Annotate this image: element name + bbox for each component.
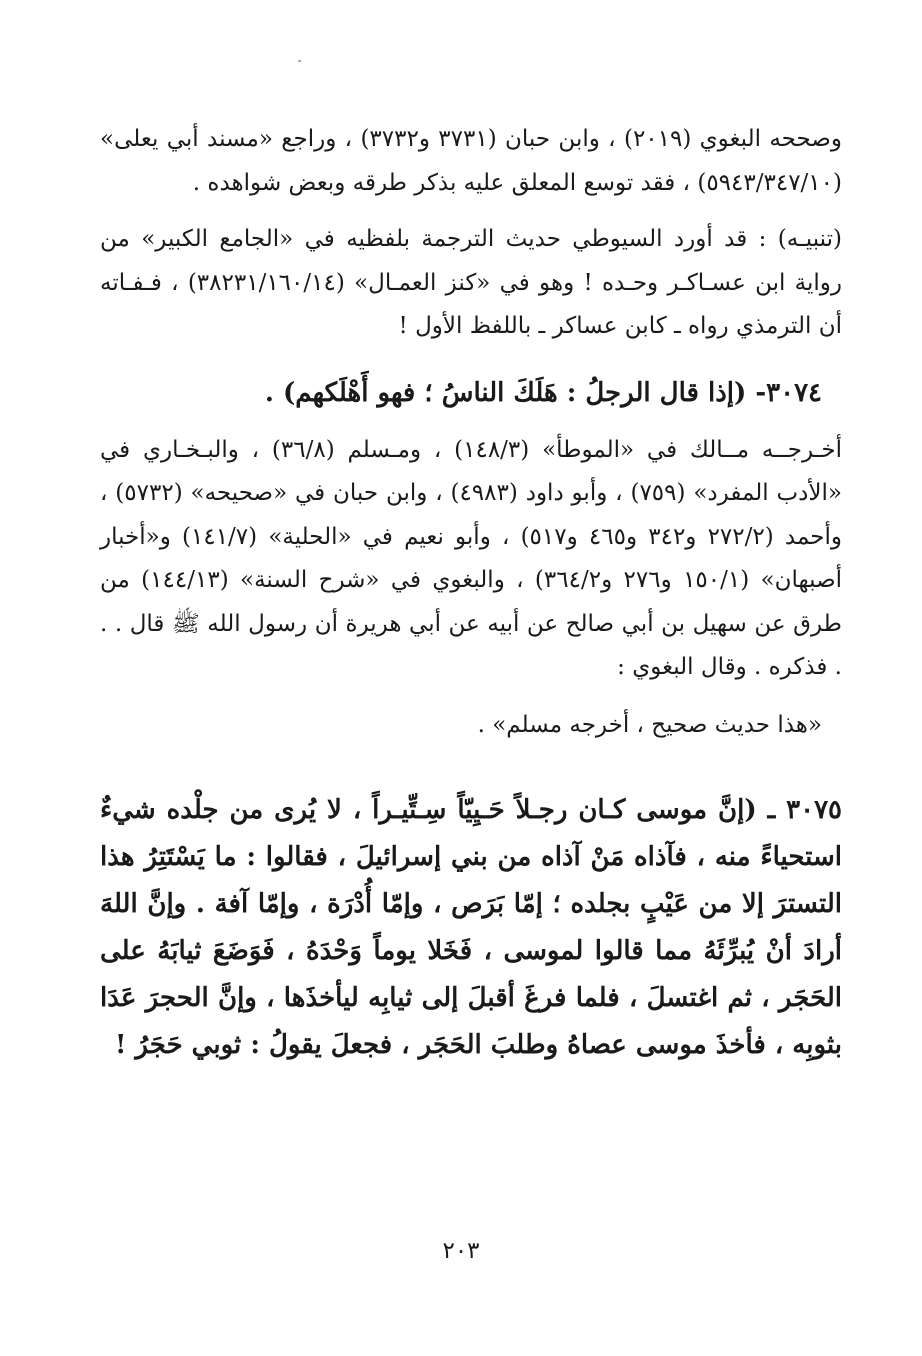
quote-baghawi: «هذا حديث صحيح ، أخرجه مسلم» .: [477, 711, 822, 738]
page-body: [100, 118, 842, 1069]
paragraph-takhrij-3074: أخـرجــه مــالك في «الموطأ» (١٤٨/٣) ، ومـسلم (٣٦/٨) ، والبـخـاري في «الأدب المفرد» (٧٥٩) ، وأبو داود (٤٩٨٣) ، وابن حبان في «صحيحه» (٥٧٣٢) ، وأحمد (٢٧٢/٢ و٣٤٢ و٤٦٥ و٥١٧) ، وأبو نعيم في «الحلية» (١٤١/٧) و«أخبار أصبهان» (١٥٠/١ و٢٧٦ و٣٦٤/٢) ، والبغوي في «شرح السنة» (١٤٤/١٣) من طرق عن سهيل بن أبي صالح عن أبيه عن أبي هريرة أن رسول الله ﷺ قال . . . فذكره . وقال البغوي :: [100, 436, 843, 680]
page-number: ٢٠٣: [442, 1238, 480, 1264]
paragraph-tanbih-note: (تنبيـه) : قد أورد السيوطي حديث الترجمة بلفظيه في «الجامع الكبير» من رواية ابن عسـاكـر وحـده ! وهو في «كنز العمـال» (٣٨٢٣١/١٦٠/١٤) ، فـفـاته أن الترمذي رواه ـ كابن عساكر ـ باللفظ الأول !: [100, 226, 842, 339]
hadith-text-3075: ٣٠٧٥ ـ (إنَّ موسى كـان رجـلاً حَـيِيّاً سِـتِّيـراً ، لا يُرى من جلْده شيءٌ استحياءً منه ، فآذاه مَنْ آذاه من بني إسرائيلَ ، فقالوا : ما يَسْتَتِرُ هذا التسترَ إلا من عَيْبٍ بجلده ؛ إمّا بَرَص ، وإمّا أُدْرَة ، وإمّا آفة . وإنَّ اللهَ أرادَ أنْ يُبرِّئَهُ مما قالوا لموسى ، فَخَلا يوماً وَحْدَهُ ، فَوَضَعَ ثيابَهُ على الحَجَر ، ثم اغتسلَ ، فلما فرغَ أقبلَ إلى ثيابِه ليأخذَها ، وإنَّ الحجرَ عَدَا بثوبِه ، فأخذَ موسى عصاهُ وطلبَ الحَجَر ، فجعلَ يقولُ : ثوبي حَجَرُ !: [100, 794, 842, 1060]
paragraph-takhrij-continued: وصححه البغوي (٢٠١٩) ، وابن حبان (٣٧٣١ و٣٧٣٢) ، وراجع «مسند أبي يعلى» (٥٩٤٣/٣٤٧/١٠) ، فقد توسع المعلق عليه بذكر طرقه وبعض شواهده .: [100, 126, 842, 196]
scan-speck: [298, 60, 301, 62]
hadith-heading-3074: ٣٠٧٤- (إذا قال الرجلُ : هَلَكَ الناسُ ؛ فهو أَهْلَكهم) .: [264, 377, 822, 408]
